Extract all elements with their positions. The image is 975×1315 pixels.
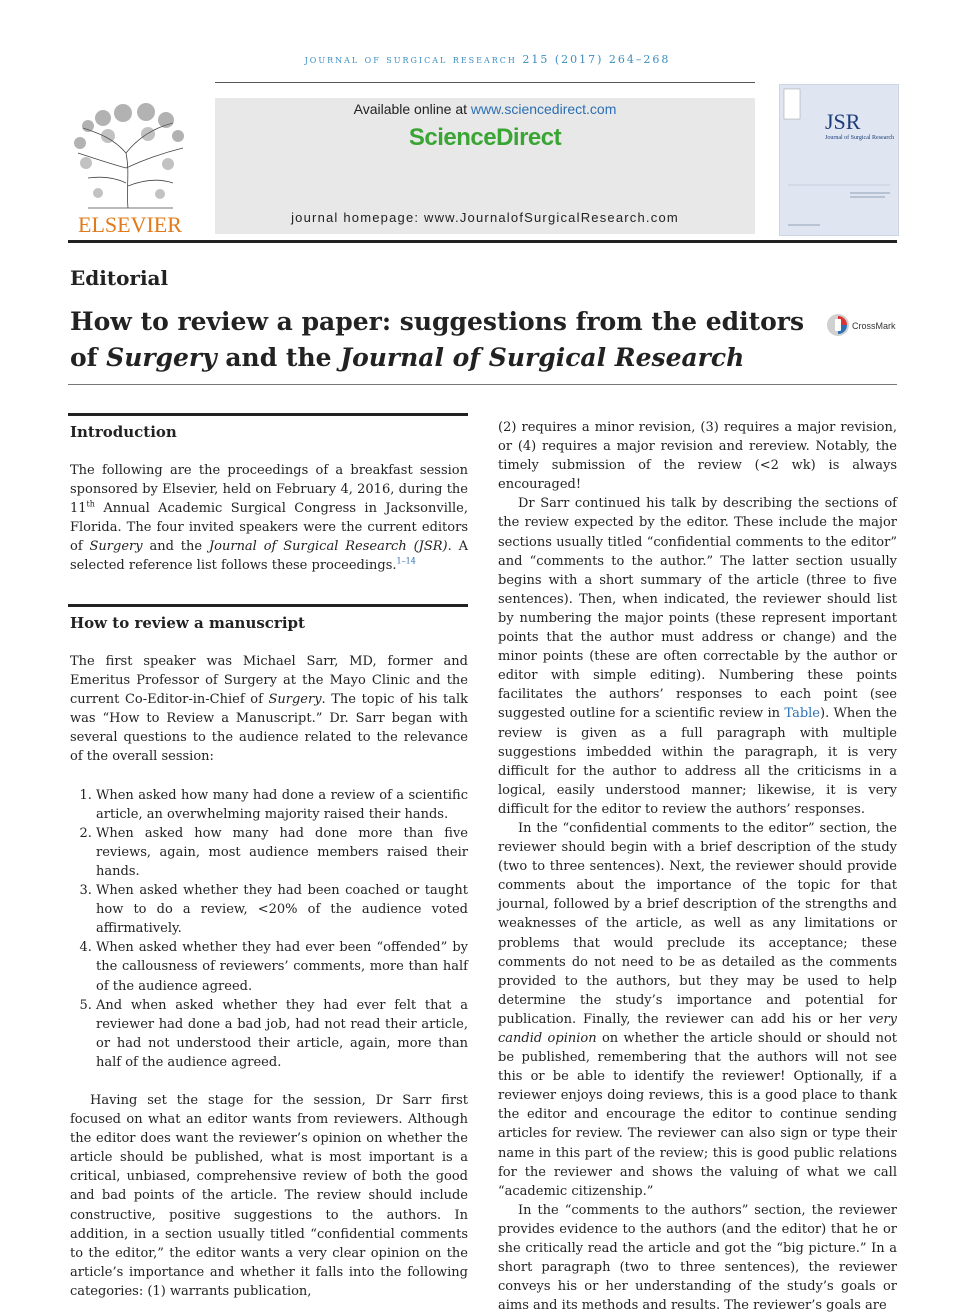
journal-cover-thumbnail bbox=[779, 84, 899, 236]
cover-abbrev: JSR bbox=[825, 109, 861, 134]
sciencedirect-url-link[interactable]: www.sciencedirect.com bbox=[470, 101, 617, 117]
right-p3-text-2: on whether the article should or should not be published, remembering that the authors will not see this or be able to identify the reviewer! Optionally, if a reviewer enjoys doing reviews, this is a good place to thank the editor and encourage the editor to continue sending articles for review. The reviewer can also sign or type their name in this part of the review; this is good public relations for the reviewer and shows the valuing of what we call “academic citizenship.” bbox=[498, 1031, 897, 1199]
right-paragraph-2 bbox=[498, 494, 897, 819]
introduction-heading: Introduction bbox=[70, 423, 177, 441]
manuscript-text-1: The first speaker was Michael Sarr, MD, former and Emeritus Professor of Surgery at the Mayo Clinic and the current Co-Editor-in-Chief of bbox=[70, 654, 468, 708]
header-thick-rule bbox=[68, 240, 897, 243]
list-item: 3. When asked whether they had been coached or taught how to do a review, <20% of the audience voted affirmatively. bbox=[96, 881, 468, 938]
intro-italic-2: Journal of Surgical Research (JSR) bbox=[208, 539, 448, 555]
right-paragraph-3 bbox=[498, 819, 897, 1201]
manuscript-paragraph-2: Having set the stage for the session, Dr Sarr first focused on what an editor wants from reviewers. Although the editor does want the reviewer’s opinion on whether the article should be published, what is most important is a critical, unbiased, comprehensive review of both the good and bad points of the article. The review should include constructive, positive suggestions to the authors. In addition, in a section usually titled “confidential comments to the editor,” the editor wants a very clear opinion on the article’s importance and whether it falls into the following categories: (1) warrants publication, bbox=[70, 1092, 468, 1299]
right-column-body bbox=[498, 418, 897, 1315]
intro-text-1: The following are the proceedings of a breakfast session sponsored by Elsevier, held on February 4, 2016, during the 11 bbox=[70, 463, 468, 517]
title-part1: How to review a paper: suggestions from the editors of bbox=[70, 307, 805, 372]
elsevier-wordmark: ELSEVIER bbox=[78, 212, 182, 237]
right-p2-text-2: ). When the review is given as a full paragraph with multiple suggestions imbedded within the paragraph, it is very difficult for the author to address all the criticisms in a logical, easily understood manner; likewise, it is very difficult for the editor to review the authors’ responses. bbox=[498, 706, 897, 817]
right-p2-text-1: Dr Sarr continued his talk by describing the sections of the review expected by the editor. These include the major sections usually titled “confidential comments to the editor” and “comments to the author.” The latter section usually begins with a short summary of the article (three to five sentences). Then, when indicated, the reviewer should list by numbering the major points (these represent important points that the author must address or change) and the minor points (these are often correctable by the author or editor with simple editing). Numbering these points facilitates the authors’ responses to each point (see suggested outline for a scientific review in bbox=[498, 496, 897, 722]
introduction-body bbox=[70, 461, 468, 576]
list-item: 5. And when asked whether they had ever felt that a reviewer had done a bad job, had not read their article, or had not understood their article, again, more than half of the audience agreed. bbox=[96, 996, 468, 1072]
manuscript-italic: Surgery bbox=[268, 692, 322, 708]
article-type: Editorial bbox=[70, 266, 169, 290]
audience-question-list bbox=[70, 786, 468, 1072]
running-header: journal of surgical research 215 (2017) 264–268 bbox=[304, 53, 671, 66]
available-prefix: Available online at bbox=[353, 101, 471, 117]
manuscript-body bbox=[70, 652, 468, 1301]
sciencedirect-logo: ScienceDirect bbox=[408, 124, 562, 151]
right-p3-text-1: In the “confidential comments to the editor” section, the reviewer should begin with a brief description of the study (two to three sentences). Next, the reviewer should provide comments about the importance of the topic for that journal, followed by a brief description of the strengths and weaknesses of the article, as well as any limitations or problems that would preclude its acceptance; these comments do not need to be as detailed as the comments provided to the authors, but they may be used to help determine the study’s importance and potential for publication. Finally, the reviewer can add his or her bbox=[498, 820, 897, 1027]
list-item: 4. When asked whether they had ever been “offended” by the callousness of reviewers’ comments, more than half of the audience agreed. bbox=[96, 938, 468, 995]
title-rule bbox=[68, 384, 897, 385]
intro-text-4: . A selected reference list follows these proceedings. bbox=[70, 539, 469, 574]
right-paragraph-1: (2) requires a minor revision, (3) requires a major revision, or (4) requires a major revision and rereview. Notably, the timely submission of the review (<2 wk) is always encouraged! bbox=[498, 420, 897, 493]
sciencedirect-banner bbox=[215, 98, 755, 234]
crossmark-label: CrossMark bbox=[852, 321, 896, 331]
title-italic2: Journal of Surgical Research bbox=[340, 343, 745, 372]
list-item: 1. When asked how many had done a review of a scientific article, an overwhelming majority raised their hands. bbox=[96, 786, 468, 824]
table-link[interactable]: Table bbox=[784, 706, 820, 722]
journal-homepage[interactable]: journal homepage: www.JournalofSurgicalResearch.com bbox=[291, 210, 679, 225]
right-p3-italic: very candid opinion bbox=[498, 1011, 897, 1046]
cover-art bbox=[780, 85, 898, 235]
header-rule bbox=[215, 82, 755, 83]
list-item: 2. When asked how many had done more than five reviews, again, most audience members raised their hands. bbox=[96, 824, 468, 881]
reference-link[interactable]: 1–14 bbox=[396, 557, 416, 567]
right-paragraph-4: In the “comments to the authors” section, the reviewer provides evidence to the authors (and the editor) that he or she critically read the article and got the “big picture.” In a short paragraph (two to three sentences), the reviewer conveys his or her understanding of the study’s goals or aims and its methods and results. The reviewer’s goals are bbox=[498, 1202, 897, 1314]
title-italic1: Surgery bbox=[106, 343, 217, 372]
manuscript-heading: How to review a manuscript bbox=[70, 614, 305, 632]
title-part2: and the bbox=[216, 343, 341, 372]
manuscript-rule bbox=[68, 604, 468, 607]
intro-rule bbox=[68, 413, 468, 416]
intro-text-2: Annual Academic Surgical Congress in Jacksonville, Florida. The four invited speakers were the current editors of bbox=[70, 501, 468, 555]
cover-subtitle: Journal of Surgical Research bbox=[825, 135, 895, 141]
crossmark-icon bbox=[825, 312, 900, 340]
intro-italic-1: Surgery bbox=[89, 539, 143, 555]
article-title bbox=[70, 304, 830, 376]
manuscript-text-2: . The topic of his talk was “How to Review a Manuscript.” Dr. Sarr began with several questions to the audience related to the relevance of the overall session: bbox=[70, 692, 468, 765]
intro-text-3: and the bbox=[142, 539, 209, 555]
available-online bbox=[215, 101, 755, 117]
crossmark-button[interactable] bbox=[825, 312, 900, 340]
intro-sup: th bbox=[86, 499, 95, 509]
